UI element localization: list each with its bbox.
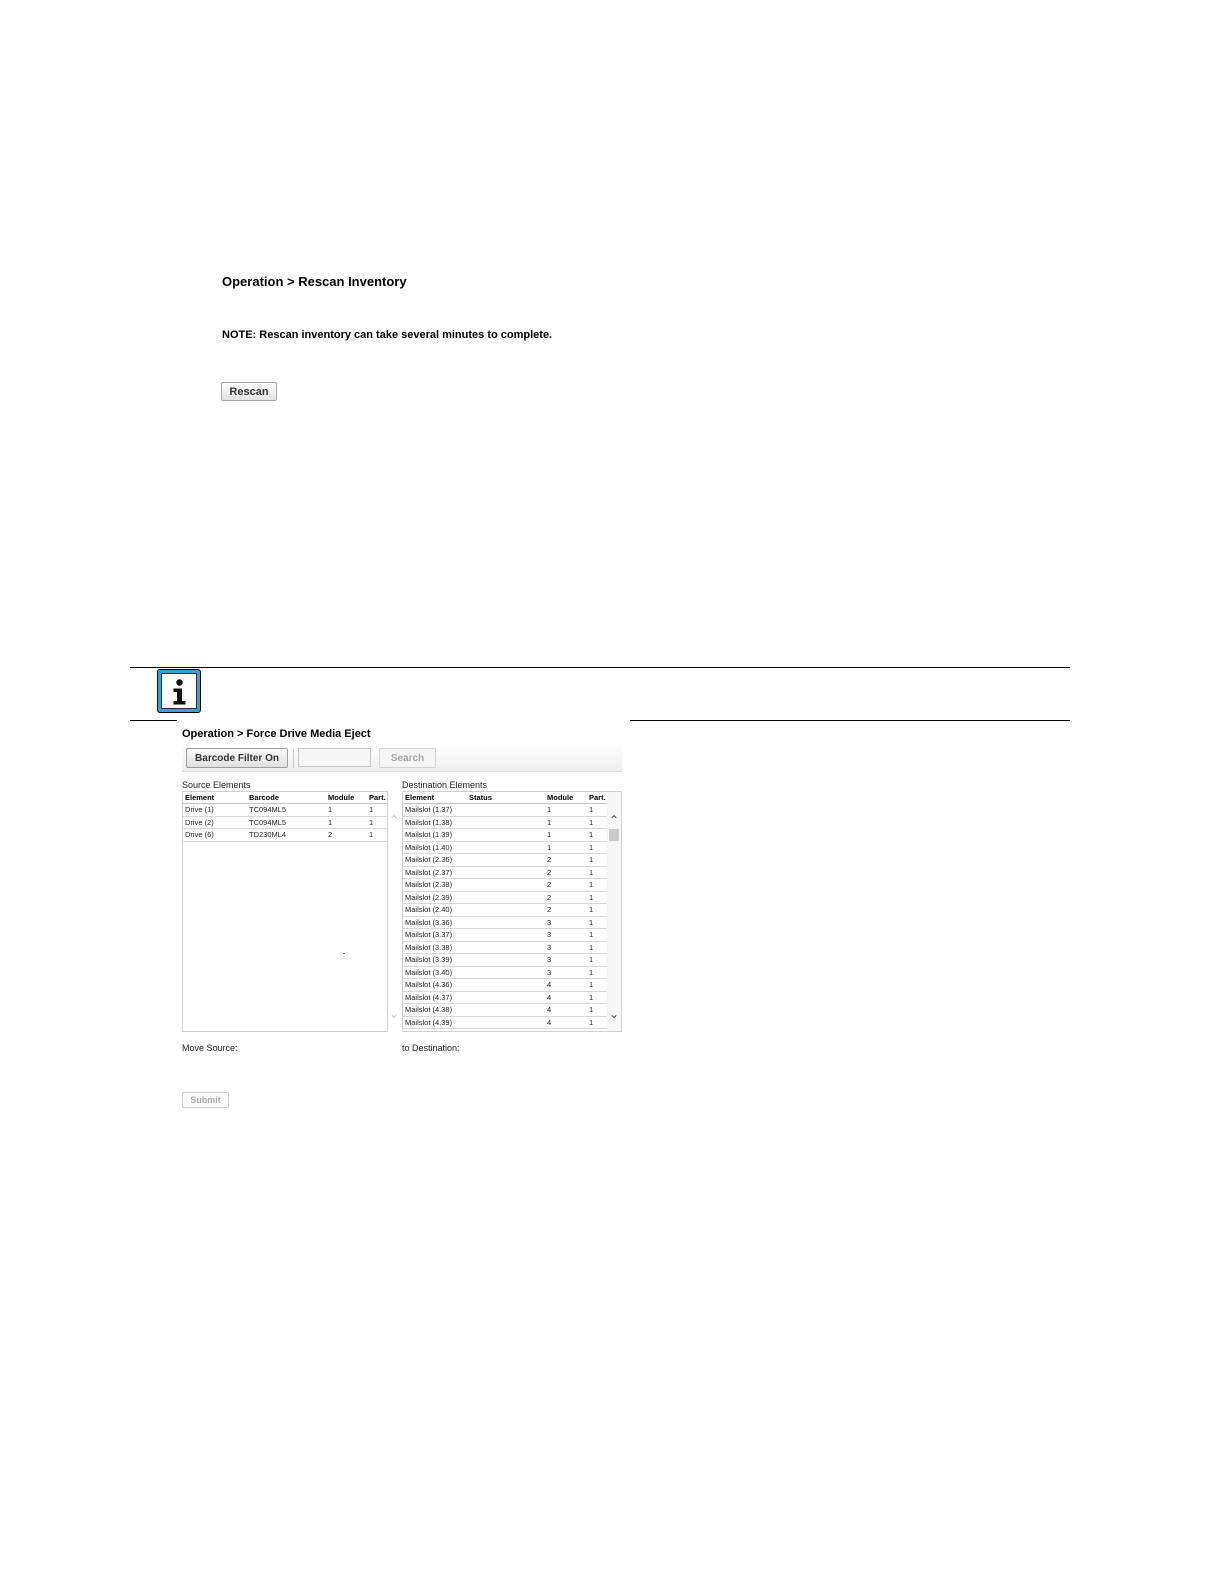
page-title-force-eject: Operation > Force Drive Media Eject xyxy=(182,728,371,740)
divider-bottom-right xyxy=(630,720,1070,721)
divider-bottom-left xyxy=(130,720,177,721)
destination-table-row[interactable] xyxy=(403,904,608,917)
rescan-note: NOTE: Rescan inventory can take several minutes to complete. xyxy=(222,329,553,341)
destination-table-cell: 1 xyxy=(587,816,608,829)
destination-table-cell: Mailslot (1.39) xyxy=(403,829,467,842)
destination-table-cell xyxy=(467,929,545,942)
source-table-cell: 1 xyxy=(367,804,388,817)
divider-top xyxy=(130,667,1070,668)
destination-table-row[interactable] xyxy=(403,816,608,829)
destination-table-cell xyxy=(467,829,545,842)
destination-table-cell: 1 xyxy=(587,866,608,879)
search-input[interactable] xyxy=(298,748,371,767)
move-source-label: Move Source: xyxy=(182,1043,238,1053)
destination-table-row[interactable] xyxy=(403,1004,608,1017)
destination-table-cell: 1 xyxy=(587,1004,608,1017)
destination-table-cell: 2 xyxy=(545,891,587,904)
destination-table-cell: Mailslot (3.38) xyxy=(403,941,467,954)
destination-table-cell: Mailslot (3.40) xyxy=(403,966,467,979)
info-icon xyxy=(157,669,201,713)
destination-table-cell: Mailslot (2.39) xyxy=(403,891,467,904)
destination-table-cell: 3 xyxy=(545,966,587,979)
destination-scrollbar-track[interactable] xyxy=(607,791,622,1032)
source-table-cell: TD230ML4 xyxy=(247,829,326,842)
to-destination-label: to Destination: xyxy=(402,1043,460,1053)
source-table-row[interactable] xyxy=(183,804,388,817)
destination-table-cell: 4 xyxy=(545,1004,587,1017)
destination-table-row[interactable] xyxy=(403,929,608,942)
destination-table-row[interactable] xyxy=(403,891,608,904)
toolbar-separator xyxy=(293,749,294,768)
destination-header-cell[interactable]: Element xyxy=(403,792,467,804)
destination-table-cell: 1 xyxy=(587,1016,608,1029)
destination-table-cell xyxy=(467,916,545,929)
source-scroll-down-icon[interactable]: ⌄ xyxy=(389,1007,400,1021)
destination-table-cell: Mailslot (1.37) xyxy=(403,804,467,817)
destination-table-cell: 1 xyxy=(587,991,608,1004)
destination-table-row[interactable] xyxy=(403,1016,608,1029)
destination-table-cell: 3 xyxy=(545,929,587,942)
destination-table-cell: Mailslot (3.36) xyxy=(403,916,467,929)
destination-table-cell xyxy=(467,1016,545,1029)
destination-table-row[interactable] xyxy=(403,854,608,867)
destination-table-cell: 1 xyxy=(587,829,608,842)
destination-table-row[interactable] xyxy=(403,916,608,929)
destination-table-cell xyxy=(467,991,545,1004)
destination-table xyxy=(403,792,608,1029)
destination-table-row[interactable] xyxy=(403,804,608,817)
destination-table-cell: 1 xyxy=(545,829,587,842)
source-elements-panel[interactable] xyxy=(182,791,388,1032)
destination-scroll-down-icon[interactable]: ⌄ xyxy=(609,1007,620,1021)
destination-table-cell: 1 xyxy=(545,816,587,829)
destination-table-cell: Mailslot (3.37) xyxy=(403,929,467,942)
destination-table-cell xyxy=(467,866,545,879)
destination-table-cell: Mailslot (2.36) xyxy=(403,854,467,867)
destination-table-cell: Mailslot (1.38) xyxy=(403,816,467,829)
source-table xyxy=(183,792,388,842)
source-table-cell: 1 xyxy=(367,829,388,842)
destination-scroll-up-icon[interactable]: ⌃ xyxy=(609,813,620,827)
source-table-cell: 1 xyxy=(326,816,367,829)
source-scroll-up-icon[interactable]: ⌃ xyxy=(389,813,400,827)
source-header-cell[interactable]: Module xyxy=(326,792,367,804)
destination-table-cell: Mailslot (2.40) xyxy=(403,904,467,917)
destination-table-cell: 1 xyxy=(587,954,608,967)
source-table-row[interactable] xyxy=(183,816,388,829)
destination-table-cell: 3 xyxy=(545,916,587,929)
destination-table-row[interactable] xyxy=(403,966,608,979)
destination-table-cell: Mailslot (2.37) xyxy=(403,866,467,879)
source-table-cell: Drive (2) xyxy=(183,816,247,829)
destination-table-row[interactable] xyxy=(403,941,608,954)
destination-table-cell: Mailslot (1.40) xyxy=(403,841,467,854)
source-table-cell: Drive (6) xyxy=(183,829,247,842)
destination-table-cell: 4 xyxy=(545,979,587,992)
destination-table-cell: 2 xyxy=(545,879,587,892)
destination-table-cell: Mailslot (3.39) xyxy=(403,954,467,967)
destination-table-cell: 1 xyxy=(587,904,608,917)
destination-table-cell: 1 xyxy=(587,891,608,904)
source-elements-label: Source Elements xyxy=(182,780,251,790)
destination-table-cell xyxy=(467,841,545,854)
destination-table-cell: 1 xyxy=(545,841,587,854)
toolbar xyxy=(182,745,622,772)
destination-table-cell xyxy=(467,879,545,892)
destination-table-cell: Mailslot (4.37) xyxy=(403,991,467,1004)
destination-table-cell: 2 xyxy=(545,904,587,917)
destination-table-cell: 1 xyxy=(587,966,608,979)
source-header-cell[interactable]: Element xyxy=(183,792,247,804)
destination-table-cell: 1 xyxy=(587,916,608,929)
destination-table-row[interactable] xyxy=(403,829,608,842)
submit-button[interactable]: Submit xyxy=(182,1092,229,1108)
stray-dot xyxy=(343,953,345,954)
destination-header-cell[interactable]: Status xyxy=(467,792,545,804)
barcode-filter-button[interactable]: Barcode Filter On xyxy=(186,748,288,768)
destination-table-cell: 3 xyxy=(545,954,587,967)
source-table-row[interactable] xyxy=(183,829,388,842)
destination-table-row[interactable] xyxy=(403,879,608,892)
destination-table-cell: Mailslot (2.38) xyxy=(403,879,467,892)
destination-table-cell xyxy=(467,1004,545,1017)
source-table-cell: Drive (1) xyxy=(183,804,247,817)
search-button[interactable]: Search xyxy=(379,748,436,768)
destination-table-cell xyxy=(467,804,545,817)
destination-table-cell: 1 xyxy=(587,879,608,892)
destination-table-cell: 1 xyxy=(587,941,608,954)
destination-table-row[interactable] xyxy=(403,841,608,854)
destination-header-cell[interactable]: Module xyxy=(545,792,587,804)
source-table-cell: TC094ML5 xyxy=(247,804,326,817)
destination-table-cell xyxy=(467,904,545,917)
destination-table-row[interactable] xyxy=(403,954,608,967)
destination-elements-label: Destination Elements xyxy=(402,780,488,790)
source-table-cell: TC094ML5 xyxy=(247,816,326,829)
destination-elements-panel[interactable] xyxy=(402,791,608,1032)
destination-table-cell: 3 xyxy=(545,941,587,954)
source-table-cell: 1 xyxy=(367,816,388,829)
destination-table-cell xyxy=(467,966,545,979)
destination-scrollbar-thumb[interactable] xyxy=(609,829,619,841)
destination-table-cell: 1 xyxy=(587,804,608,817)
destination-table-cell: 4 xyxy=(545,1016,587,1029)
destination-table-cell xyxy=(467,954,545,967)
destination-table-cell: 4 xyxy=(545,991,587,1004)
destination-table-row[interactable] xyxy=(403,979,608,992)
source-header-cell[interactable]: Part. xyxy=(367,792,388,804)
destination-table-cell: 1 xyxy=(545,804,587,817)
destination-table-cell: 1 xyxy=(587,979,608,992)
source-header-cell[interactable]: Barcode xyxy=(247,792,326,804)
source-table-cell: 2 xyxy=(326,829,367,842)
destination-table-row[interactable] xyxy=(403,991,608,1004)
destination-table-cell: 1 xyxy=(587,854,608,867)
destination-header-cell[interactable]: Part. xyxy=(587,792,608,804)
destination-table-cell: Mailslot (4.39) xyxy=(403,1016,467,1029)
page-title-rescan: Operation > Rescan Inventory xyxy=(222,274,407,289)
destination-table-cell: 1 xyxy=(587,841,608,854)
destination-table-cell xyxy=(467,979,545,992)
source-table-cell: 1 xyxy=(326,804,367,817)
destination-table-cell xyxy=(467,816,545,829)
destination-table-cell: 2 xyxy=(545,854,587,867)
destination-table-cell: Mailslot (4.36) xyxy=(403,979,467,992)
destination-table-cell xyxy=(467,941,545,954)
destination-table-cell: Mailslot (4.38) xyxy=(403,1004,467,1017)
rescan-button[interactable]: Rescan xyxy=(221,382,277,401)
destination-table-row[interactable] xyxy=(403,866,608,879)
destination-table-cell xyxy=(467,891,545,904)
destination-table-cell xyxy=(467,854,545,867)
destination-table-cell: 2 xyxy=(545,866,587,879)
destination-table-cell: 1 xyxy=(587,929,608,942)
